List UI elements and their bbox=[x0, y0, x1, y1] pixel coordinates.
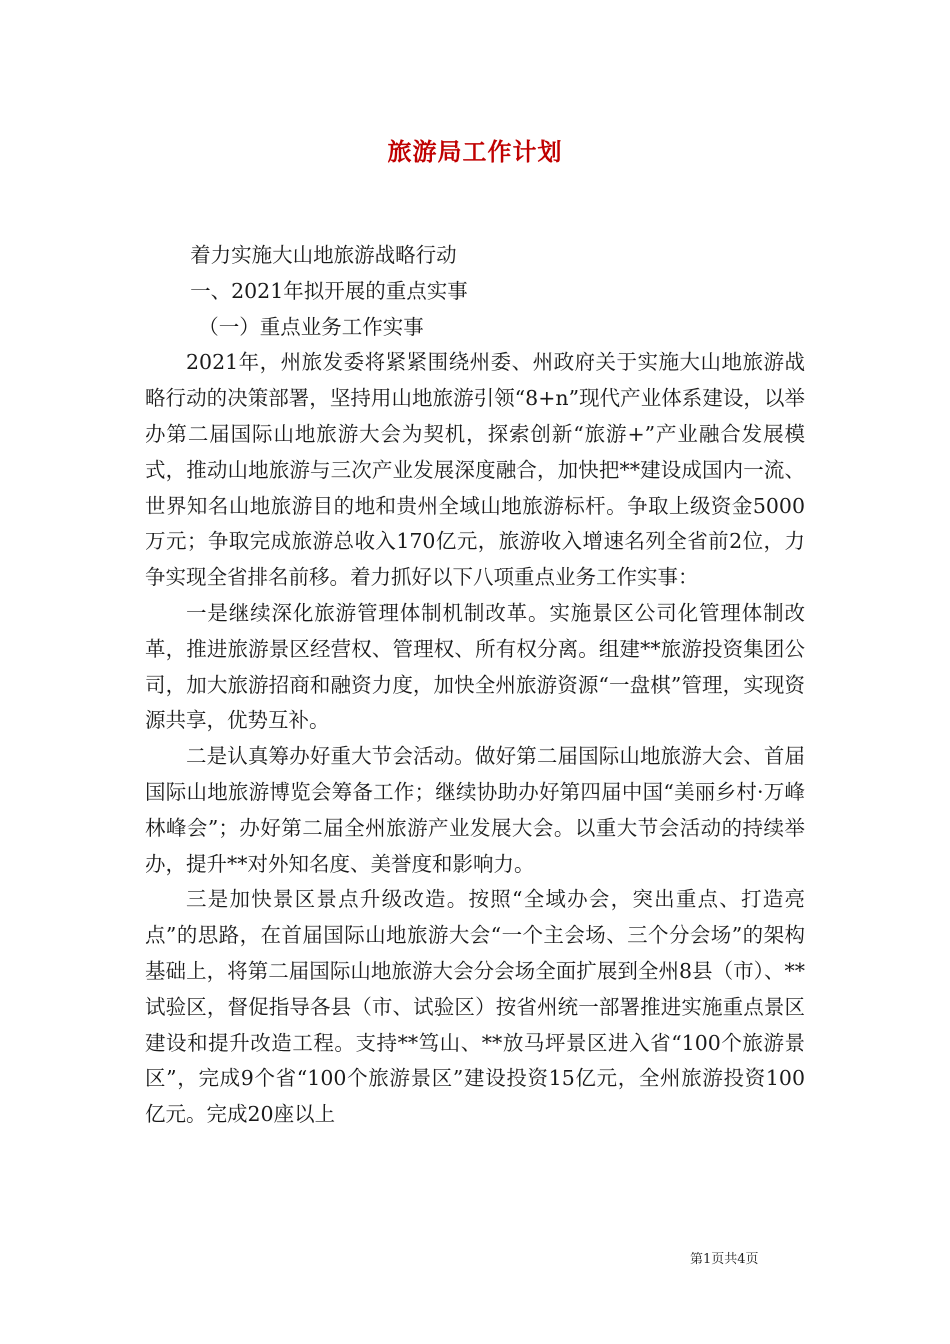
section-heading: 一、2021年拟开展的重点实事 bbox=[190, 278, 468, 303]
subsection-heading: （一）重点业务工作实事 bbox=[198, 314, 424, 339]
page-number: 第1页共4页 bbox=[690, 1252, 759, 1267]
document-title: 旅游局工作计划 bbox=[387, 137, 563, 166]
section-heading: 着力实施大山地旅游战略行动 bbox=[190, 243, 457, 267]
paragraph: 二是认真筹办好重大节会活动。做好第二届国际山地旅游大会、首届国际山地旅游博览会筹备工作；继续协助办好第四届中国“美丽乡村·万峰林峰会”；办好第二届全州旅游产业发展大会。以重大节会活动的持续举办，提升**对外知名度、美誉度和影响力。 bbox=[145, 744, 805, 876]
paragraph: 2021年，州旅发委将紧紧围绕州委、州政府关于实施大山地旅游战略行动的决策部署，坚持用山地旅游引领“8+n”现代产业体系建设，以举办第二届国际山地旅游大会为契机，探索创新“旅游+”产业融合发展模式，推动山地旅游与三次产业发展深度融合，加快把**建设成国内一流、世界知名山地旅游目的地和贵州全域山地旅游标杆。争取上级资金5000万元；争取完成旅游总收入170亿元，旅游收入增速名列全省前2位，力争实现全省排名前移。着力抓好以下八项重点业务工作实事： bbox=[145, 350, 805, 590]
paragraph: 三是加快景区景点升级改造。按照“全域办会，突出重点、打造亮点”的思路，在首届国际山地旅游大会“一个主会场、三个分会场”的架构基础上，将第二届国际山地旅游大会分会场全面扩展到全州8县（市）、**试验区，督促指导各县（市、试验区）按省州统一部署推进实施重点景区建设和提升改造工程。支持**笃山、**放马坪景区进入省“100个旅游景区”，完成9个省“100个旅游景区”建设投资15亿元，全州旅游投资100亿元。完成20座以上 bbox=[145, 887, 805, 1127]
document-body bbox=[145, 238, 805, 1133]
paragraph: 一是继续深化旅游管理体制机制改革。实施景区公司化管理体制改革，推进旅游景区经营权、管理权、所有权分离。组建**旅游投资集团公司，加大旅游招商和融资力度，加快全州旅游资源“一盘棋”管理，实现资源共享，优势互补。 bbox=[145, 600, 805, 733]
